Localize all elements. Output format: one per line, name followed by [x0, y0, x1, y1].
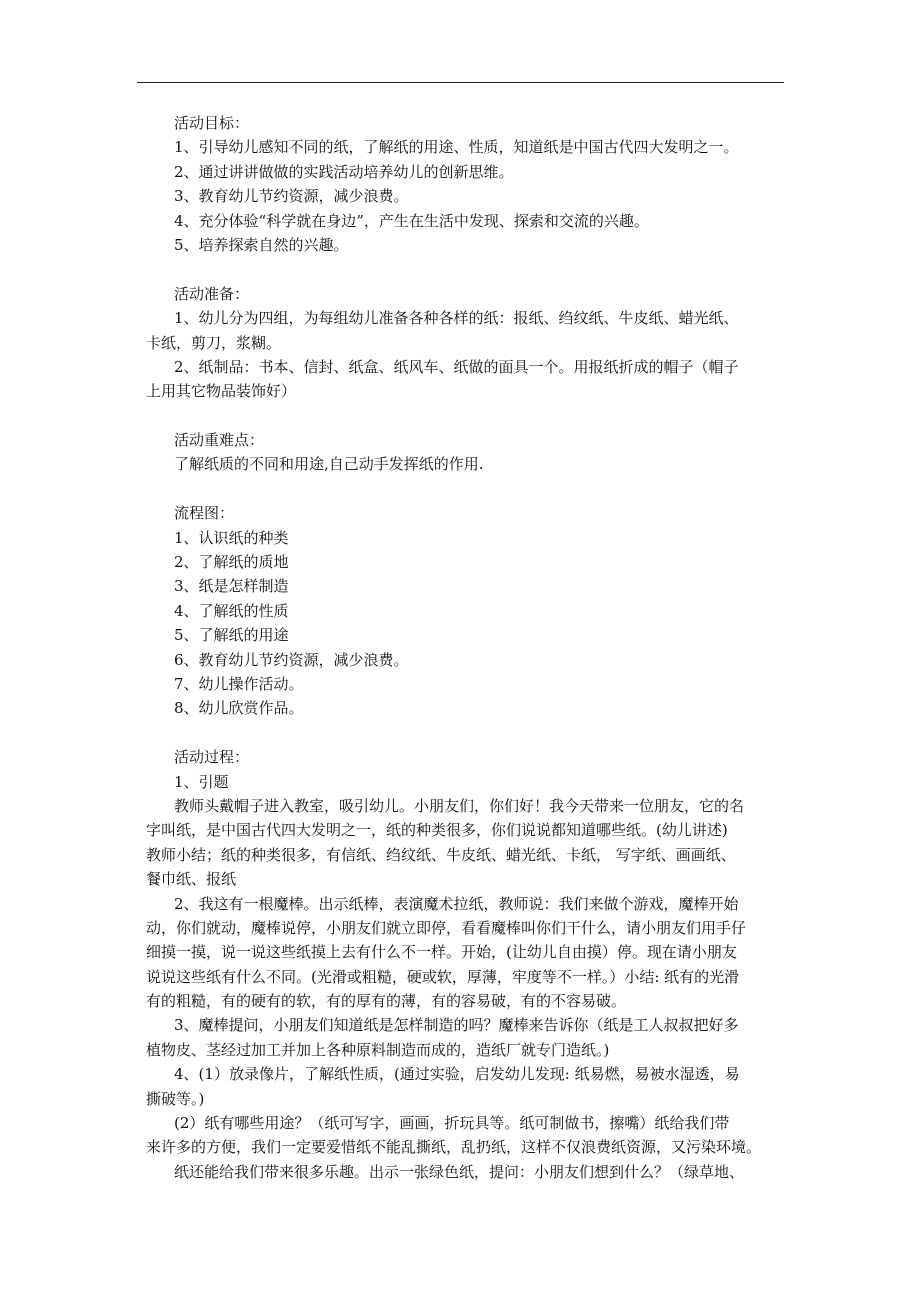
text-line: 8、幼儿欣赏作品。 — [174, 699, 304, 718]
text-line: 细摸一摸，说一说这些纸摸上去有什么不一样。开始，(让幼儿自由摸）停。现在请小朋友 — [146, 943, 737, 962]
text-line: 教师小结；纸的种类很多，有信纸、绉纹纸、牛皮纸、蜡光纸、卡纸， 写字纸、画画纸、 — [146, 845, 736, 864]
text-line: 2、纸制品：书本、信封、纸盒、纸风车、纸做的面具一个。用报纸折成的帽子（帽子 — [174, 357, 739, 376]
text-line: 流程图： — [174, 504, 235, 523]
text-line: 餐巾纸、报纸 — [146, 870, 237, 889]
text-line: 教师头戴帽子进入教室，吸引幼儿。小朋友们，你们好！我今天带来一位朋友，它的名 — [174, 796, 745, 815]
text-line: 活动重难点： — [174, 431, 265, 450]
text-line: 植物皮、茎经过加工并加上各种原料制造而成的，造纸厂就专门造纸。) — [146, 1040, 610, 1059]
blank-line — [146, 477, 796, 501]
text-line: 活动目标： — [174, 114, 250, 132]
text-line: 3、纸是怎样制造 — [174, 577, 289, 596]
text-line: 动，你们就动，魔棒说停，小朋友们就立即停，看看魔棒叫你们干什么，请小朋友们用手仔 — [146, 918, 747, 937]
blank-line — [146, 721, 796, 745]
text-line: 活动准备： — [174, 284, 250, 303]
text-line: 有的粗糙，有的硬有的软，有的厚有的薄，有的容易破，有的不容易破。 — [146, 992, 627, 1011]
text-line: 2、我这有一根魔棒。出示纸棒，表演魔术拉纸，教师说：我们来做个游戏，魔棒开始 — [174, 894, 739, 913]
text-line: 1、认识纸的种类 — [174, 528, 289, 547]
text-line: 说说这些纸有什么不同。(光滑或粗糙，硬或软，厚薄，牢度等不一样。）小结: 纸有的光滑 — [146, 967, 740, 986]
text-line: 4、充分体验“科学就在身边”，产生在生活中发现、探索和交流的兴趣。 — [174, 211, 649, 230]
text-line: 3、教育幼儿节约资源，减少浪费。 — [174, 187, 409, 206]
text-line: 活动过程： — [174, 748, 250, 767]
text-line: 5、了解纸的用途 — [174, 626, 289, 645]
document-body — [146, 111, 796, 1184]
text-line: 2、通过讲讲做做的实践活动培养幼儿的创新思维。 — [174, 162, 514, 181]
text-line: 卡纸，剪刀，浆糊。 — [146, 333, 282, 352]
text-line: 字叫纸，是中国古代四大发明之一，纸的种类很多，你们说说都知道哪些纸。(幼儿讲述) — [146, 821, 728, 840]
blank-line — [146, 257, 796, 281]
text-line: 来许多的方便，我们一定要爱惜纸不能乱撕纸，乱扔纸，这样不仅浪费纸资源，又污染环境。 — [146, 1138, 762, 1157]
text-line: 6、教育幼儿节约资源，减少浪费。 — [174, 650, 409, 669]
text-line: (2）纸有哪些用途？（纸可写字，画画，折玩具等。纸可制做书，擦嘴）纸给我们带 — [174, 1114, 730, 1133]
text-line: 2、了解纸的质地 — [174, 553, 289, 572]
text-line: 4、了解纸的性质 — [174, 601, 289, 620]
text-line: 撕破等。) — [146, 1089, 205, 1108]
text-line: 上用其它物品装饰好） — [146, 382, 297, 401]
text-line: 3、魔棒提问，小朋友们知道纸是怎样制造的吗？魔棒来告诉你（纸是工人叔叔把好多 — [174, 1016, 739, 1035]
text-line: 纸还能给我们带来很多乐趣。出示一张绿色纸，提问：小朋友们想到什么？（绿草地、 — [174, 1162, 745, 1181]
text-line: 了解纸质的不同和用途,自己动手发挥纸的作用. — [174, 455, 484, 474]
text-line: 1、幼儿分为四组，为每组幼儿准备各种各样的纸：报纸、绉纹纸、牛皮纸、蜡光纸、 — [174, 309, 739, 328]
text-line: 1、引导幼儿感知不同的纸，了解纸的用途、性质，知道纸是中国古代四大发明之一。 — [174, 138, 739, 157]
blank-line — [146, 404, 796, 428]
text-line: 5、培养探索自然的兴趣。 — [174, 235, 349, 254]
text-line: 7、幼儿操作活动。 — [174, 674, 304, 693]
text-line: 1、引题 — [174, 772, 229, 791]
header-rule — [137, 82, 784, 83]
text-line: 4、(1）放录像片，了解纸性质，(通过实验，启发幼儿发现: 纸易燃，易被水湿透，易 — [174, 1065, 740, 1084]
